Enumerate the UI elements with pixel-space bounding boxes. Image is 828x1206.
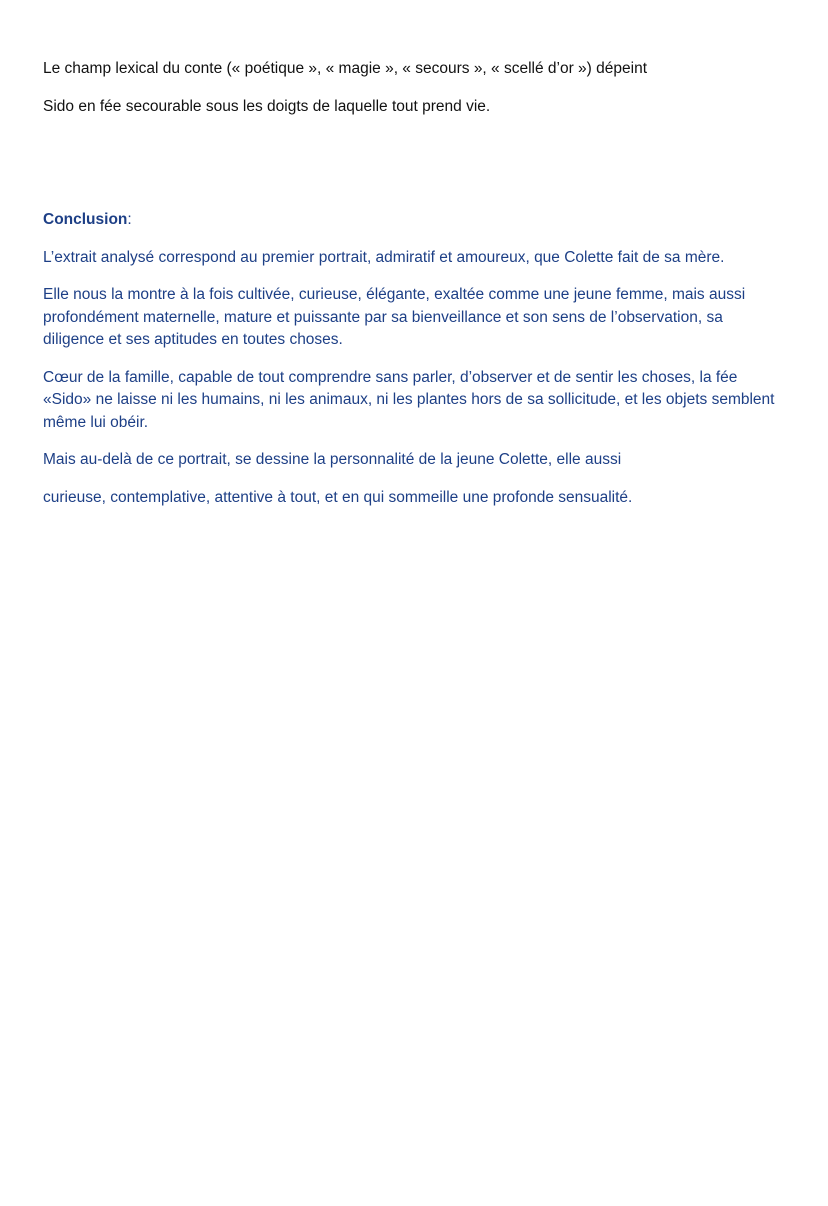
intro-line-2: Sido en fée secourable sous les doigts de laquelle tout prend vie. [43,97,491,115]
conclusion-heading-colon: : [127,211,132,228]
conclusion-heading [43,209,783,232]
intro-line-1: Le champ lexical du conte (« poétique », « magie », « secours », « scellé d’or ») dépeint [43,60,648,77]
conclusion-paragraph-4: Mais au-delà de ce portrait, se dessine la personnalité de la jeune Colette, elle aussi [43,451,622,468]
document-page [43,58,783,509]
conclusion-paragraph-1: L’extrait analysé correspond au premier portrait, admiratif et amoureux, que Colette fait de sa mère. [43,248,725,266]
conclusion-paragraph-3: Cœur de la famille, capable de tout comprendre sans parler, d’observer et de sentir les choses, la fée «Sido» ne laisse ni les humains, ni les animaux, ni les plantes hors de sa sollicitude, et les objets semblent même lui obéir. [43,368,775,431]
conclusion-heading-label: Conclusion [43,211,128,228]
conclusion-paragraph-2: Elle nous la montre à la fois cultivée, curieuse, élégante, exaltée comme une jeune femme, mais aussi profondément maternelle, mature et puissante par sa bienveillance et son sens de l’observation, sa diligence et ses aptitudes en toutes choses. [43,286,746,348]
conclusion-paragraph-5: curieuse, contemplative, attentive à tout, et en qui sommeille une profonde sensualité. [43,488,633,506]
